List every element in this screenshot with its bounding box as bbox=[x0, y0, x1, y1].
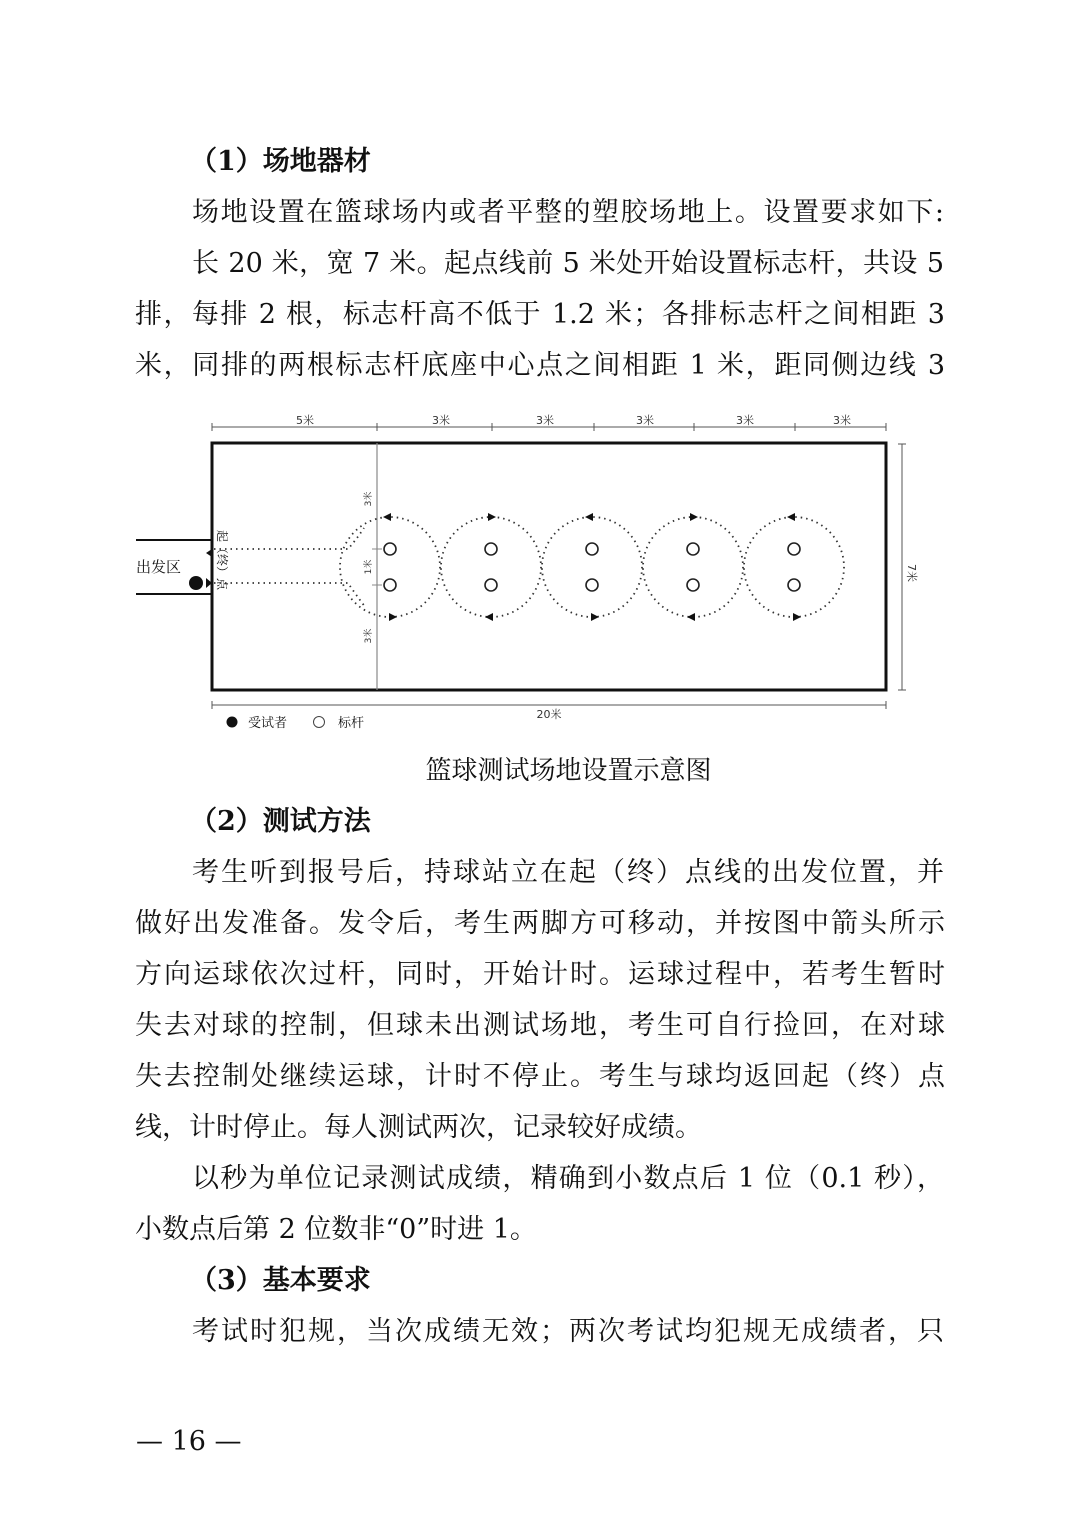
pole-icon bbox=[384, 579, 396, 591]
right-dimension-line bbox=[898, 444, 906, 690]
pole-icon bbox=[586, 543, 598, 555]
legend-participant-label: 受试者 bbox=[248, 716, 288, 731]
court-diagram bbox=[0, 400, 1080, 740]
dim-label: 3米 bbox=[833, 414, 851, 427]
dim-label: 3米 bbox=[364, 628, 374, 644]
pole-icon bbox=[586, 579, 598, 591]
dim-label: 3米 bbox=[364, 491, 374, 507]
legend-pole-label: 标杆 bbox=[338, 716, 365, 731]
paragraph-line: 考试时犯规，当次成绩无效；两次考试均犯规无成绩者，只 bbox=[192, 1316, 944, 1347]
dim-label: 1米 bbox=[364, 559, 374, 575]
dim-label: 3米 bbox=[636, 414, 654, 427]
dim-label: 3米 bbox=[432, 414, 450, 427]
section-1-heading: （1）场地器材 bbox=[190, 146, 371, 177]
start-line-label: 起（终）点 bbox=[215, 530, 229, 591]
dim-label: 3米 bbox=[736, 414, 754, 427]
figure-caption: 篮球测试场地设置示意图 bbox=[425, 756, 712, 786]
page-number: — 16 — bbox=[136, 1426, 242, 1457]
paragraph-line: 线，计时停止。每人测试两次，记录较好成绩。 bbox=[135, 1112, 702, 1143]
dribble-path bbox=[214, 517, 844, 617]
paragraph-line: 做好出发准备。发令后，考生两脚方可移动，并按图中箭头所示 bbox=[135, 908, 945, 939]
legend-pole-icon bbox=[314, 717, 325, 728]
court-boundary bbox=[212, 443, 886, 690]
dim-label: 7米 bbox=[905, 564, 918, 582]
section-2-heading: （2）测试方法 bbox=[190, 806, 371, 837]
pole-icon bbox=[788, 579, 800, 591]
pole-icon bbox=[485, 543, 497, 555]
legend-participant-icon bbox=[227, 717, 238, 728]
dim-label: 3米 bbox=[536, 414, 554, 427]
participant-marker bbox=[189, 576, 203, 590]
paragraph-line: 排，每排 2 根，标志杆高不低于 1.2 米；各排标志杆之间相距 3 bbox=[135, 299, 945, 330]
pole-icon bbox=[788, 543, 800, 555]
pole-icon bbox=[687, 543, 699, 555]
poles bbox=[384, 543, 800, 591]
pole-icon bbox=[485, 579, 497, 591]
pole-icon bbox=[687, 579, 699, 591]
paragraph-line: 长 20 米，宽 7 米。起点线前 5 米处开始设置标志杆，共设 5 bbox=[192, 248, 944, 279]
dim-label: 5米 bbox=[296, 414, 314, 427]
paragraph-line: 米，同排的两根标志杆底座中心点之间相距 1 米，距同侧边线 3 bbox=[135, 350, 945, 381]
paragraph-line: 方向运球依次过杆，同时，开始计时。运球过程中，若考生暂时 bbox=[135, 959, 945, 990]
direction-arrows bbox=[383, 513, 801, 621]
paragraph-line: 小数点后第 2 位数非“0”时进 1。 bbox=[135, 1214, 537, 1245]
paragraph-line: 考生听到报号后，持球站立在起（终）点线的出发位置，并 bbox=[192, 857, 944, 888]
paragraph-line: 失去对球的控制，但球未出测试场地，考生可自行捡回，在对球 bbox=[135, 1010, 945, 1041]
paragraph-line: 场地设置在篮球场内或者平整的塑胶场地上。设置要求如下: bbox=[192, 197, 944, 228]
start-zone-label: 出发区 bbox=[136, 558, 182, 576]
dim-label: 20米 bbox=[536, 708, 562, 721]
paragraph-line: 失去控制处继续运球，计时不停止。考生与球均返回起（终）点 bbox=[135, 1061, 945, 1092]
section-3-heading: （3）基本要求 bbox=[190, 1265, 371, 1296]
pole-icon bbox=[384, 543, 396, 555]
paragraph-line: 以秒为单位记录测试成绩，精确到小数点后 1 位（0.1 秒）， bbox=[192, 1163, 944, 1194]
